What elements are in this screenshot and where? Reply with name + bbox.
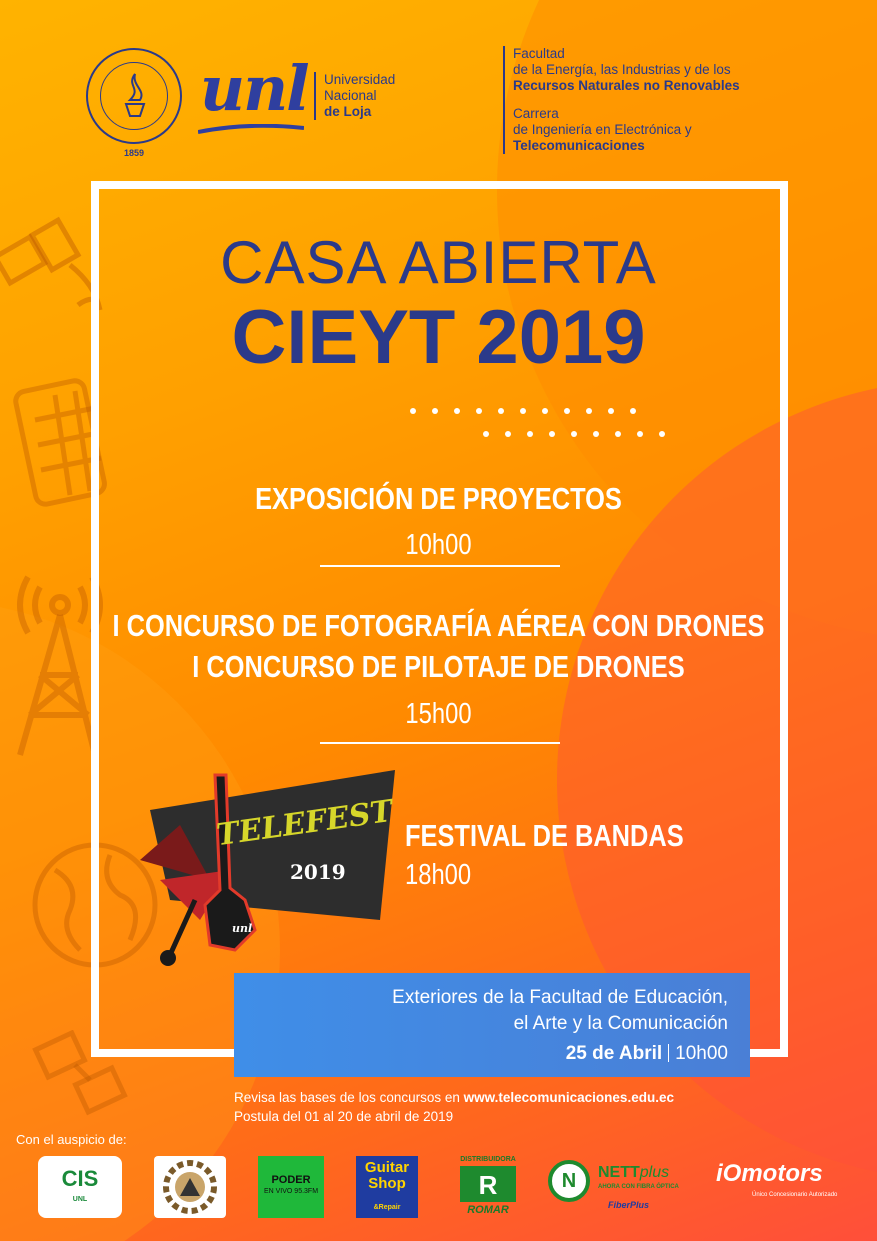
telefest-word: TELEFEST	[214, 793, 395, 854]
divider-dot	[476, 408, 482, 414]
telefest-year: 2019	[290, 860, 346, 884]
cis-sub: UNL	[72, 1196, 88, 1203]
divider-dot	[549, 431, 555, 437]
faculty-name: de la Energía, las Industrias y de los	[513, 62, 731, 77]
guitar-name: Guitar	[364, 1159, 410, 1176]
sponsor-romar-logo	[452, 1156, 524, 1218]
sponsor-cis-logo	[38, 1156, 122, 1218]
university-name-line: Nacional	[324, 88, 377, 103]
romar-mark: R	[478, 1170, 498, 1200]
divider-dot	[432, 408, 438, 414]
dot-row-divider	[483, 431, 783, 441]
sponsor-guitar-shop-logo	[356, 1156, 418, 1218]
nett-name	[598, 1164, 669, 1182]
divider-dot	[498, 408, 504, 414]
divider-dot	[593, 431, 599, 437]
title-line1: CASA ABIERTA	[220, 229, 657, 296]
divider-line	[320, 565, 560, 567]
event-name: I CONCURSO DE FOTOGRAFÍA AÉREA CON DRONES	[112, 608, 765, 643]
divider-dot	[659, 431, 665, 437]
date-separator	[668, 1044, 669, 1062]
romar-top: DISTRIBUIDORA	[460, 1156, 516, 1163]
website-link[interactable]: www.telecomunicaciones.edu.ec	[463, 1090, 674, 1105]
divider-dot	[520, 408, 526, 414]
application-dates: Postula del 01 al 20 de abril de 2019	[234, 1109, 454, 1124]
university-name-line: de Loja	[324, 104, 372, 119]
divider-dot	[542, 408, 548, 414]
guitar-sub: &Repair	[373, 1204, 401, 1211]
divider-dot	[564, 408, 570, 414]
university-name-line: Universidad	[324, 72, 396, 87]
romar-mark-box	[460, 1166, 516, 1202]
event-time: 10h00	[405, 529, 472, 561]
sponsors-label: Con el auspicio de:	[16, 1132, 127, 1147]
io-name: iOmotors	[716, 1160, 823, 1187]
career-name: Telecomunicaciones	[513, 138, 645, 153]
nett-name-suffix: plus	[639, 1164, 670, 1181]
venue-time: 10h00	[675, 1043, 728, 1064]
torch-icon	[118, 72, 152, 118]
divider-dot	[615, 431, 621, 437]
review-rules-text	[234, 1090, 674, 1105]
divider-dot	[505, 431, 511, 437]
sponsor-poder-logo	[258, 1156, 324, 1218]
event-name: I CONCURSO DE PILOTAJE DE DRONES	[192, 649, 685, 684]
romar-name: ROMAR	[467, 1204, 509, 1216]
university-seal	[86, 48, 182, 158]
nett-fiberplus: FiberPlus	[608, 1200, 650, 1210]
sponsor-nettplus-logo	[548, 1156, 688, 1218]
unl-logo: unl	[200, 52, 308, 125]
divider-dot	[483, 431, 489, 437]
cis-name: CIS	[61, 1166, 99, 1191]
career-label: Carrera	[513, 106, 559, 121]
sponsor-iomotors-logo	[716, 1156, 846, 1218]
telefest-unl-mark: unl	[232, 922, 253, 935]
divider-dot	[637, 431, 643, 437]
poder-sub: EN VIVO 95.3FM	[263, 1188, 319, 1195]
dot-row-divider	[410, 408, 710, 418]
divider-dot	[571, 431, 577, 437]
divider-line	[320, 742, 560, 744]
event-time: 15h00	[405, 698, 472, 730]
unl-logo-swoosh	[198, 124, 304, 134]
divider-dot	[454, 408, 460, 414]
venue-date: 25 de Abril	[565, 1043, 663, 1064]
guitar-name: Shop	[368, 1175, 406, 1192]
gear-icon	[154, 1156, 226, 1218]
faculty-name: Recursos Naturales no Renovables	[513, 78, 740, 93]
venue-line: el Arte y la Comunicación	[513, 1013, 728, 1034]
poder-name: PODER	[271, 1174, 311, 1186]
divider-dot	[586, 408, 592, 414]
divider-dot	[410, 408, 416, 414]
review-label: Revisa las bases de los concursos en	[234, 1090, 460, 1105]
career-name: de Ingeniería en Electrónica y	[513, 122, 692, 137]
faculty-block	[503, 46, 740, 154]
divider-dot	[608, 408, 614, 414]
nett-mark: N	[561, 1170, 577, 1192]
title-line2: CIEYT 2019	[231, 295, 646, 380]
event-time: 18h00	[405, 859, 472, 891]
io-sub: Único Concesionario Autorizado	[752, 1192, 838, 1198]
venue-box	[234, 973, 750, 1077]
nett-tagline: AHORA CON FIBRA ÓPTICA	[598, 1184, 679, 1190]
seal-year: 1859	[123, 148, 145, 158]
event-name: FESTIVAL DE BANDAS	[405, 818, 684, 853]
nett-name-main: NETT	[598, 1164, 640, 1181]
venue-date-time	[566, 1043, 728, 1065]
event-name: EXPOSICIÓN DE PROYECTOS	[255, 481, 622, 516]
nett-circle	[548, 1160, 590, 1202]
university-name	[314, 72, 395, 120]
divider-dot	[630, 408, 636, 414]
venue-line: Exteriores de la Facultad de Educación,	[392, 987, 728, 1008]
divider-dot	[527, 431, 533, 437]
sponsor-gear-logo	[154, 1156, 226, 1218]
faculty-label: Facultad	[513, 46, 565, 61]
